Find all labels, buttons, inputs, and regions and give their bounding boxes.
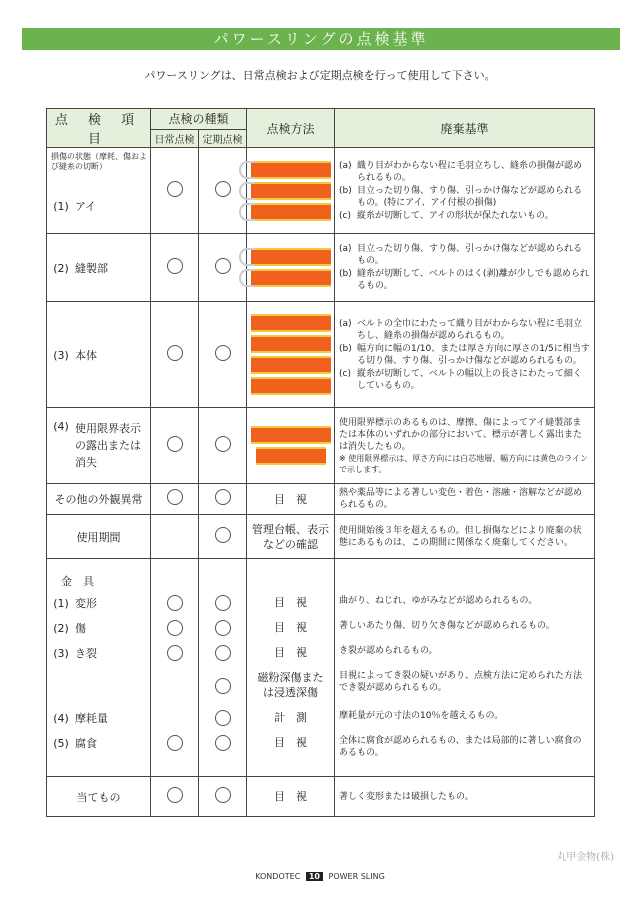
metal-crit: 著しいあたり傷、切り欠き傷などが認められるもの。	[339, 621, 555, 631]
metal-items	[47, 559, 151, 777]
check-circle	[215, 645, 231, 661]
row-hit-crit: 著しく変形または破損したもの。	[335, 777, 595, 817]
sling-photo	[251, 426, 331, 444]
photos-limit	[247, 408, 335, 484]
row-limit-num: (4)	[53, 420, 69, 433]
crit-mark: (c)	[339, 210, 351, 221]
photos-eye	[247, 148, 335, 234]
footer-product: POWER SLING	[328, 872, 385, 881]
crit-mark: (b)	[339, 185, 352, 196]
check-circle	[167, 595, 183, 611]
crit-mark: (c)	[339, 368, 351, 379]
footer-brand: KONDOTEC	[255, 872, 301, 881]
sling-photo	[251, 335, 331, 353]
check-circle	[215, 595, 231, 611]
crit-mark: (a)	[339, 244, 352, 254]
check-circle	[167, 258, 183, 274]
metal-crit: 曲がり、ねじれ、ゆがみなどが認められるもの。	[339, 596, 538, 606]
check-circle	[167, 181, 183, 197]
metal-daily	[151, 559, 199, 777]
sling-photo	[251, 356, 331, 374]
check-circle	[215, 181, 231, 197]
row-period-crit: 使用開始後３年を超えるもの。但し損傷などにより廃棄の状態にあるものは、この期間に関係なく廃棄してください。	[335, 515, 595, 559]
row-body-label: 本体	[75, 348, 97, 362]
crit-text: 使用限界標示のあるものは、摩擦、傷によってアイ縫製部または本体のいずれかの部分において、標示が著しく露出または消失したもの。	[339, 417, 582, 452]
crit-mark: (a)	[339, 318, 352, 329]
row-body-item	[47, 302, 151, 408]
check-circle	[167, 489, 183, 505]
check-circle	[167, 735, 183, 751]
metal-num: (4)	[53, 712, 69, 725]
metal-method: 目 視	[274, 596, 308, 609]
row-other-crit: 熱や薬品等による著しい変色・着色・溶融・溶解などが認められるもの。	[335, 484, 595, 515]
crit-text: 目立った切り傷、すり傷、引っかけ傷などが認められるもの。(特にアイ、アイ付根の損傷)	[357, 185, 583, 208]
metal-label: 傷	[75, 622, 86, 635]
sling-photo	[251, 314, 331, 332]
check-circle	[215, 436, 231, 452]
row-eye-item	[47, 148, 151, 234]
metal-num: (3)	[53, 647, 69, 660]
row-sewn-item	[47, 234, 151, 302]
metal-crit: き裂が認められるもの。	[339, 646, 438, 656]
sling-photo	[251, 248, 331, 266]
crit-text: 幅方向に幅の1/10、または厚さ方向に厚さの1/5に相当する切り傷、すり傷、引っかけ傷などが認められるもの。	[357, 343, 590, 366]
photos-sewn	[247, 234, 335, 302]
check-circle	[215, 489, 231, 505]
metal-label: き裂	[75, 647, 97, 660]
check-circle	[215, 710, 231, 726]
sling-photo	[251, 269, 331, 287]
row-period-label: 使用期間	[47, 515, 151, 559]
crit-mark: (b)	[339, 343, 352, 354]
page-footer	[0, 872, 640, 881]
metal-crit: 全体に腐食が認められるもの、または局部的に著しい腐食のあるもの。	[339, 736, 582, 758]
row-other-method: 目 視	[247, 484, 335, 515]
metal-label: 変形	[75, 597, 97, 610]
sling-photo	[251, 203, 331, 221]
page-banner: パワースリングの点検基準	[22, 28, 620, 50]
metal-methods	[247, 559, 335, 777]
header-kind: 点検の種類	[151, 109, 247, 130]
intro-text: パワースリングは、日常点検および定期点検を行って使用して下さい。	[144, 69, 496, 82]
check-circle	[215, 527, 231, 543]
metal-method: 目 視	[274, 646, 308, 659]
row-limit-label: 使用限界表示の露出または消失	[75, 422, 141, 469]
metal-crit: 摩耗量が元の寸法の10％を越えるもの。	[339, 711, 504, 721]
crit-mark: (a)	[339, 160, 352, 171]
check-circle	[167, 345, 183, 361]
metal-label: 腐食	[75, 737, 97, 750]
row-sewn-num: (2)	[53, 261, 69, 275]
row-period-method: 管理台帳、表示などの確認	[247, 515, 335, 559]
metal-method: 磁粉深傷または浸透深傷	[257, 671, 324, 699]
check-circle	[215, 787, 231, 803]
check-circle	[167, 645, 183, 661]
page-number: 10	[306, 872, 323, 881]
metal-criteria	[335, 559, 595, 777]
row-hit-label: 当てもの	[47, 777, 151, 817]
criteria-limit	[335, 408, 595, 484]
row-other-label: その他の外観異常	[47, 484, 151, 515]
header-periodic: 定期点検	[199, 129, 247, 147]
metal-num: (1)	[53, 597, 69, 610]
sling-photo	[251, 377, 331, 395]
sling-photo	[251, 161, 331, 179]
metal-label: 摩耗量	[75, 712, 108, 725]
check-circle	[167, 620, 183, 636]
sling-photo	[251, 182, 331, 200]
row-eye-num: (1)	[53, 199, 69, 213]
metal-method: 目 視	[274, 621, 308, 634]
check-circle	[215, 678, 231, 694]
metal-num: (2)	[53, 622, 69, 635]
row-limit-item	[47, 408, 151, 484]
row-body-num: (3)	[53, 348, 69, 362]
header-daily: 日常点検	[151, 129, 199, 147]
check-circle	[167, 436, 183, 452]
metal-crit: 目視によってき裂の疑いがあり、点検方法に定められた方法でき裂が認められるもの。	[339, 671, 583, 693]
check-circle	[215, 345, 231, 361]
metal-method: 目 視	[274, 736, 308, 749]
check-circle	[215, 620, 231, 636]
row-sewn-label: 縫製部	[75, 261, 108, 275]
limit-note: ※ 使用限界標示は、厚さ方向には白芯地層、幅方向には黄色のラインで示します。	[339, 453, 589, 474]
check-circle	[215, 258, 231, 274]
metal-num: (5)	[53, 737, 69, 750]
crit-text: 織り目がわからない程に毛羽立ちし、縫糸の損傷が認められるもの。	[357, 160, 583, 183]
row-eye-label: アイ	[75, 199, 97, 213]
crit-text: ベルトの全巾にわたって織り目がわからない程に毛羽立ちし、縫糸の損傷が認められるもの。	[357, 318, 583, 341]
crit-text: 縫糸が切断して、ベルトのはく(剥)離が少しでも認められるもの。	[357, 269, 589, 291]
metal-title: 金 具	[61, 575, 94, 588]
row-hit-method: 目 視	[247, 777, 335, 817]
crit-mark: (b)	[339, 269, 352, 279]
criteria-sewn	[335, 234, 595, 302]
check-circle	[167, 787, 183, 803]
damage-note: 損傷の状態（摩耗、傷および縫糸の切断）	[51, 152, 147, 171]
criteria-eye	[335, 148, 595, 234]
header-item: 点 検 項 目	[47, 109, 151, 148]
criteria-body	[335, 302, 595, 408]
sling-photo	[256, 447, 326, 465]
crit-text: 縦糸が切断して、ベルトの幅以上の長さにわたって細くしているもの。	[357, 368, 582, 391]
crit-text: 縦糸が切断して、アイの形状が保たれないもの。	[357, 210, 554, 221]
check-circle	[215, 735, 231, 751]
inspection-table	[46, 108, 595, 817]
crit-text: 目立った切り傷、すり傷、引っかけ傷などが認められるもの。	[357, 244, 583, 266]
company-stamp: 丸甲金物(株)	[556, 852, 614, 863]
header-criteria: 廃棄基準	[335, 109, 595, 148]
metal-periodic	[199, 559, 247, 777]
photos-body	[247, 302, 335, 408]
metal-method: 計 測	[274, 711, 308, 724]
header-method: 点検方法	[247, 109, 335, 148]
